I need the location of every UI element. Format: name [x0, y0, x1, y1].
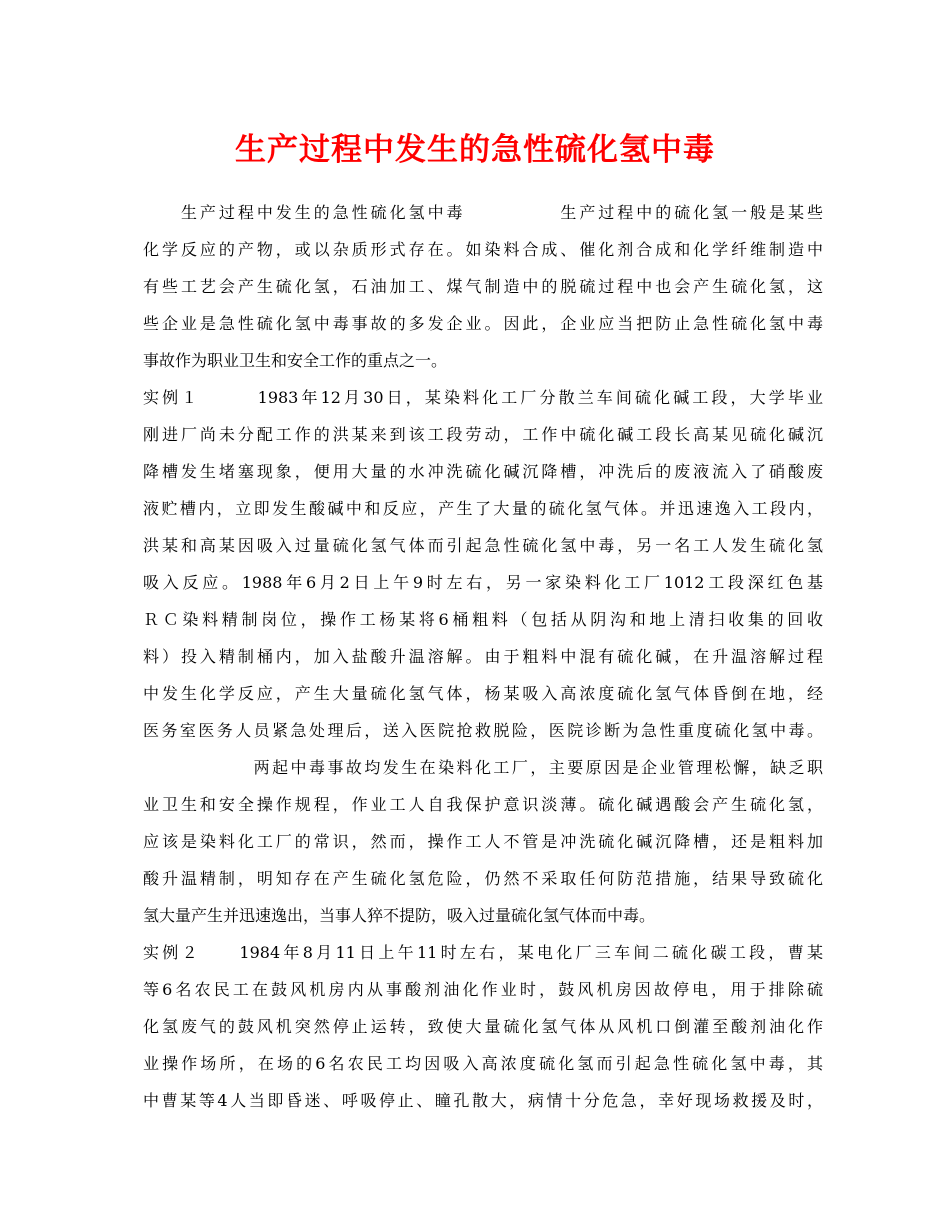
text-line: 应该是染料化工厂的常识，然而，操作工人不管是冲洗硫化碱沉降槽，还是粗料加	[143, 832, 823, 851]
text-line: 液贮槽内，立即发生酸碱中和反应，产生了大量的硫化氢气体。并迅速逸入工段内，	[143, 499, 823, 518]
text-line: 洪某和高某因吸入过量硫化氢气体而引起急性硫化氢中毒，另一名工人发生硫化氢	[143, 536, 823, 555]
text-line: 化学反应的产物，或以杂质形式存在。如染料合成、催化剂合成和化学纤维制造中	[143, 240, 823, 259]
text-line: 医务室医务人员紧急处理后，送入医院抢救脱险，医院诊断为急性重度硫化氢中毒。	[143, 721, 823, 740]
text-line: 酸升温精制，明知存在产生硫化氢危险，仍然不采取任何防范措施，结果导致硫化	[143, 869, 823, 888]
text-line: 降槽发生堵塞现象，便用大量的水冲洗硫化碱沉降槽，冲洗后的废液流入了硝酸废	[143, 462, 823, 481]
text-line: 些企业是急性硫化氢中毒事故的多发企业。因此，企业应当把防止急性硫化氢中毒	[143, 314, 823, 333]
text-line: 料）投入精制桶内，加入盐酸升温溶解。由于粗料中混有硫化碱，在升温溶解过程	[143, 647, 823, 666]
text-line: 吸入反应。1988年6月2日上午9时左右，另一家染料化工厂1012工段深红色基	[143, 573, 823, 592]
text-line: 生产过程中发生的急性硫化氢中毒 生产过程中的硫化氢一般是某些	[143, 203, 823, 222]
text-line: 中发生化学反应，产生大量硫化氢气体，杨某吸入高浓度硫化氢气体昏倒在地，经	[143, 684, 823, 703]
text-line: 实例１ 1983年12月30日，某染料化工厂分散兰车间硫化碱工段，大学毕业	[143, 388, 823, 407]
text-line: 氢大量产生并迅速逸出，当事人猝不提防，吸入过量硫化氢气体而中毒。	[143, 906, 656, 925]
text-line: ＲＣ染料精制岗位，操作工杨某将6桶粗料（包括从阴沟和地上清扫收集的回收	[143, 610, 823, 629]
text-line: 化氢废气的鼓风机突然停止运转，致使大量硫化氢气体从风机口倒灌至酸剂油化作	[143, 1017, 823, 1036]
text-line: 业操作场所，在场的6名农民工均因吸入高浓度硫化氢而引起急性硫化氢中毒，其	[143, 1054, 823, 1073]
text-line: 业卫生和安全操作规程，作业工人自我保护意识淡薄。硫化碱遇酸会产生硫化氢，	[143, 795, 823, 814]
text-line: 等6名农民工在鼓风机房内从事酸剂油化作业时，鼓风机房因故停电，用于排除硫	[143, 980, 823, 999]
text-line: 事故作为职业卫生和安全工作的重点之一。	[143, 351, 448, 370]
document-title: 生产过程中发生的急性硫化氢中毒	[235, 132, 715, 168]
text-line: 有些工艺会产生硫化氢，石油加工、煤气制造中的脱硫过程中也会产生硫化氢，这	[143, 277, 823, 296]
text-line: 两起中毒事故均发生在染料化工厂，主要原因是企业管理松懈，缺乏职	[143, 758, 823, 777]
text-line: 刚进厂尚未分配工作的洪某来到该工段劳动，工作中硫化碱工段长高某见硫化碱沉	[143, 425, 823, 444]
text-line: 实例２ 1984年8月11日上午11时左右，某电化厂三车间二硫化碳工段，曹某	[143, 943, 823, 962]
text-line: 中曹某等4人当即昏迷、呼吸停止、瞳孔散大，病情十分危急，幸好现场救援及时，	[143, 1091, 823, 1110]
